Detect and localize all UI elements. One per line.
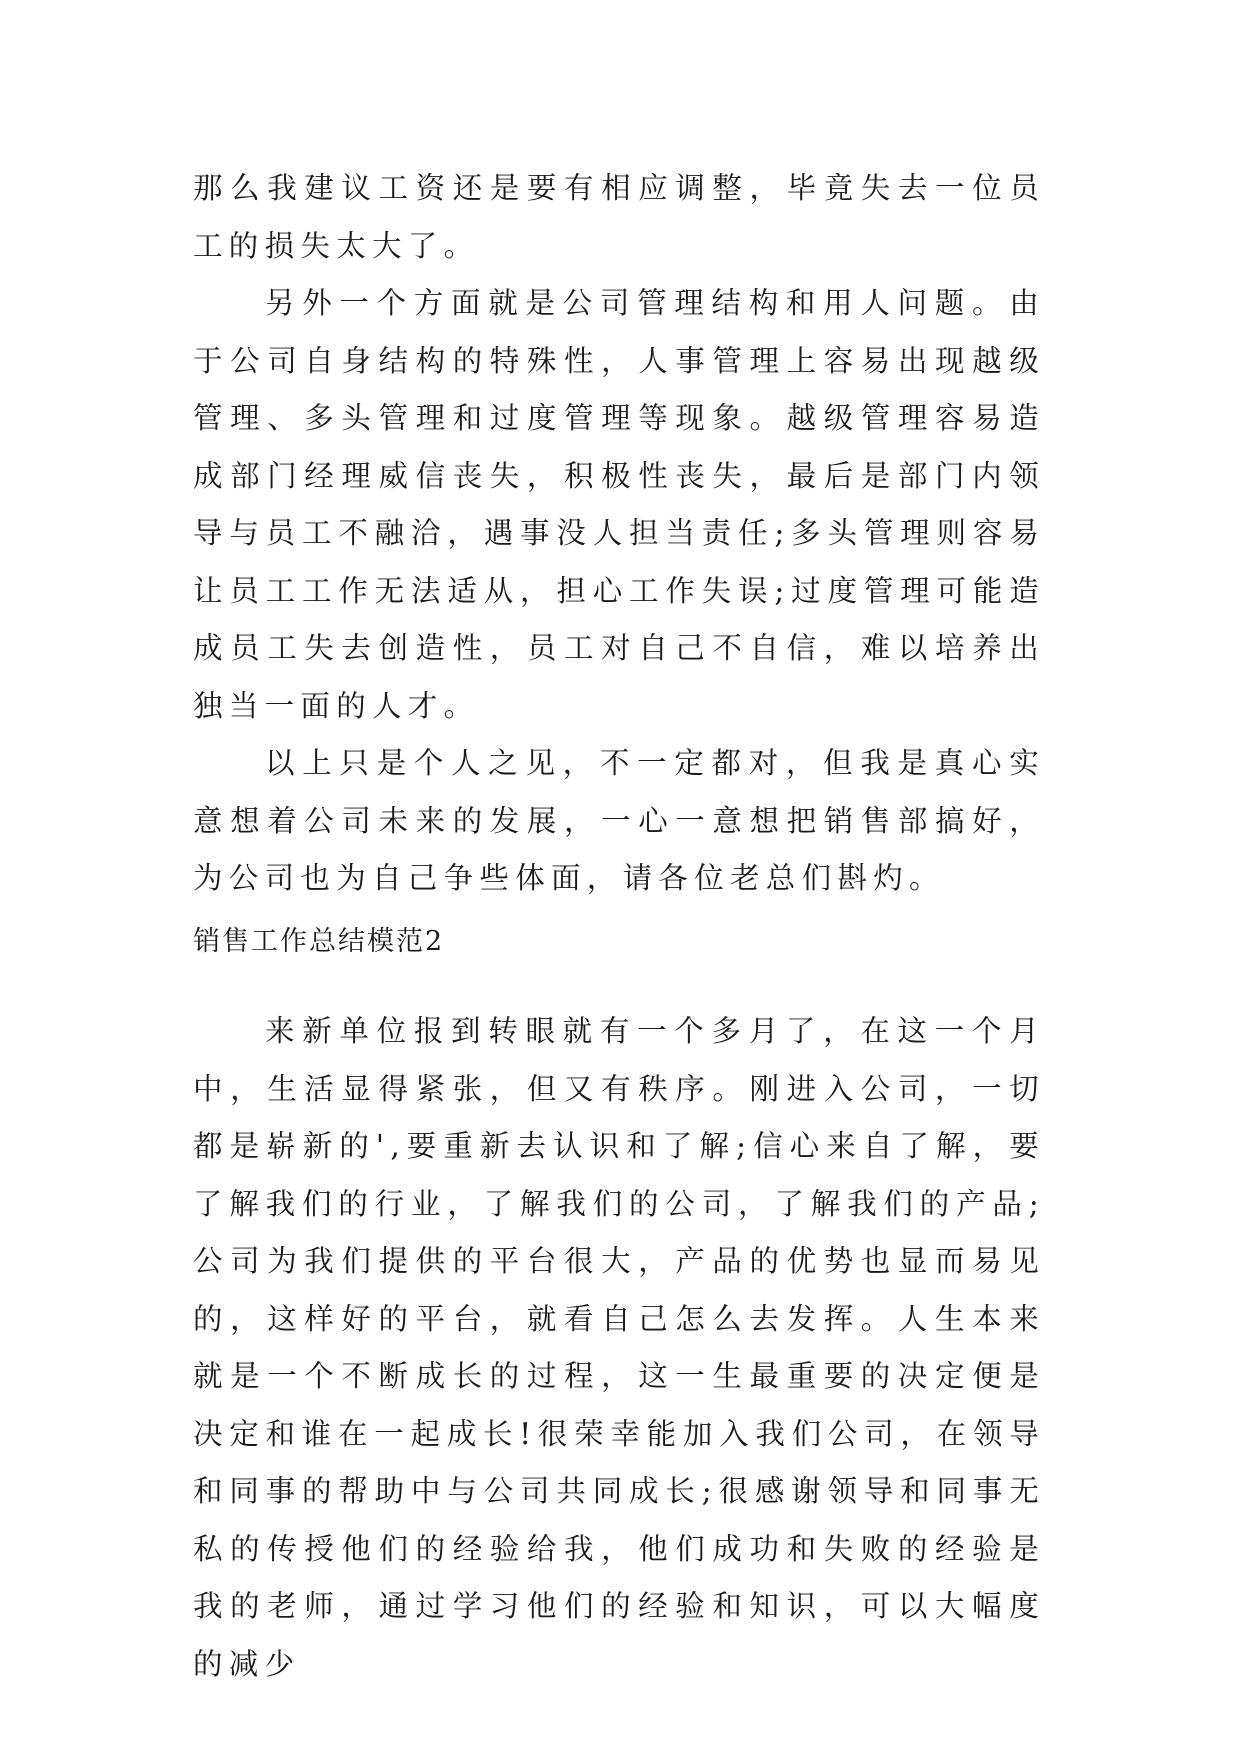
text-block-second xyxy=(193,1003,1045,1693)
text-block-first xyxy=(193,160,1045,908)
paragraph-closing-remarks: 以上只是个人之见，不一定都对，但我是真心实意想着公司未来的发展，一心一意想把销售部搞好，为公司也为自己争些体面，请各位老总们斟灼。 xyxy=(193,746,1045,895)
section-heading: 销售工作总结模范2 xyxy=(193,926,445,957)
paragraph-new-job: 来新单位报到转眼就有一个多月了，在这一个月中，生活显得紧张，但又有秩序。刚进入公司，一切都是崭新的',要重新去认识和了解;信心来自了解，要了解我们的行业，了解我们的公司，了解我们的产品;公司为我们提供的平台很大，产品的优势也显而易见的，这样好的平台，就看自己怎么去发挥。人生本来就是一个不断成长的过程，这一生最重要的决定便是决定和谁在一起成长!很荣幸能加入我们公司，在领导和同事的帮助中与公司共同成长;很感谢领导和同事无私的传授他们的经验给我，他们成功和失败的经验是我的老师，通过学习他们的经验和知识，可以大幅度的减少 xyxy=(193,1014,1045,1681)
paragraph-management-structure: 另外一个方面就是公司管理结构和用人问题。由于公司自身结构的特殊性，人事管理上容易出现越级管理、多头管理和过度管理等现象。越级管理容易造成部门经理威信丧失，积极性丧失，最后是部门内领导与员工不融洽，遇事没人担当责任;多头管理则容易让员工工作无法适从，担心工作失误;过度管理可能造成员工失去创造性，员工对自己不自信，难以培养出独当一面的人才。 xyxy=(193,286,1045,723)
paragraph-continued: 那么我建议工资还是要有相应调整，毕竟失去一位员工的损失太大了。 xyxy=(193,171,1045,263)
